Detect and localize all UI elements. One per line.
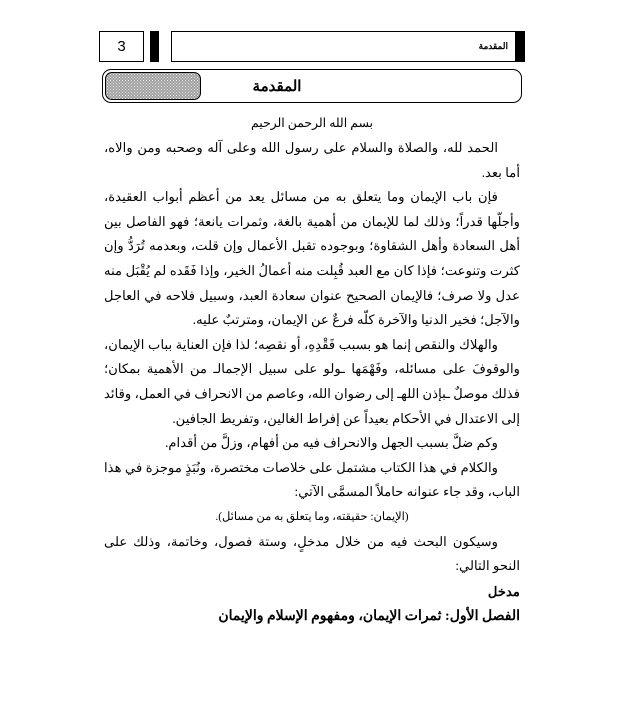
- header-chapter-box: [171, 31, 516, 62]
- section-title: المقدمة: [252, 78, 302, 95]
- running-header: [99, 31, 525, 62]
- paragraph-many-went-astray: وكم ضلَّ بسبب الجهل والانحراف فيه من أفهام، وزلَّ من أقدام.: [165, 435, 498, 451]
- header-chapter-title: المقدمة: [478, 41, 508, 51]
- paragraph-entry-heading: مدخل: [487, 583, 520, 599]
- header-black-bar-left: [150, 31, 159, 62]
- section-title-panel: [102, 69, 522, 103]
- paragraph-chapter-one-heading: الفصل الأول: ثمرات الإيمان، ومفهوم الإسلام والإيمان: [218, 608, 520, 624]
- paragraph-iman-chapter-importance: فإن باب الإيمان وما يتعلق به من مسائل يعد من أعظم أبواب العقيدة، وأجلّها قدراً؛ وذلك لما للإيمان من أهمية بالغة، وثمرات يانعة؛ فهو الفاصل بين أهل السعادة وأهل الشقاوة؛ وبوجوده تقبل الأعمال وإن قلت، وبعدمه تُرَدُّ وإن كثرت وتنوعت؛ فإذا كان مع العبد قُبِلت منه أعمالُ الخير، وإذا فَقَده لم يُقْبَل منه عدل ولا صرف؛ فالإيمان الصحيح عنوان سعادة العبد، وسبيل فلاحه في العاجل والآجل؛ فخير الدنيا والآخرة كلّه فرعٌ عن الإيمان، ومترتبٌ عليه.: [104, 189, 520, 328]
- page-number-box: [99, 31, 144, 62]
- header-black-bar-right: [516, 31, 525, 62]
- page-number: 3: [117, 38, 126, 55]
- basmala-line: بسم الله الرحمن الرحيم: [250, 116, 373, 130]
- paragraph-praise: الحمد لله، والصلاة والسلام على رسول الله وعلى آله وصحبه ومن والاه، أما بعد.: [104, 140, 520, 180]
- paragraph-structure: وسيكون البحث فيه من خلال مدخلٍ، وستة فصول، وخاتمة، وذلك على النحو التالي:: [104, 533, 520, 574]
- paragraph-book-title-parenthetical: (الإيمان: حقيقته، وما يتعلق به من مسائل).: [215, 510, 409, 523]
- paragraph-host: [104, 136, 520, 630]
- body-text: [104, 112, 520, 630]
- paragraph-book-scope: والكلام في هذا الكتاب مشتمل على خلاصات مختصرة، ونُبَذٍ موجزة في هذا الباب، وقد جاء عنوانه حاملاً المسمَّى الآتي:: [104, 459, 520, 500]
- paragraph-destruction-deficiency: والهلاك والنقص إنما هو بسبب فَقْدِهِ، أو نقصِه؛ لذا فإن العناية بباب الإيمان، والوقوفَ على مسائله، وفَهْمَها ـولو على سبيل الإجمالـ من الأهمية بمكان؛ فذلك موصلٌ ـبإذن اللهـ إلى رضوان الله، وعاصم من الانحراف في العمل، وقائد إلى الاعتدال في الأحكام بعيداً عن إفراط الغالين، وتفريط الجافين.: [104, 336, 520, 426]
